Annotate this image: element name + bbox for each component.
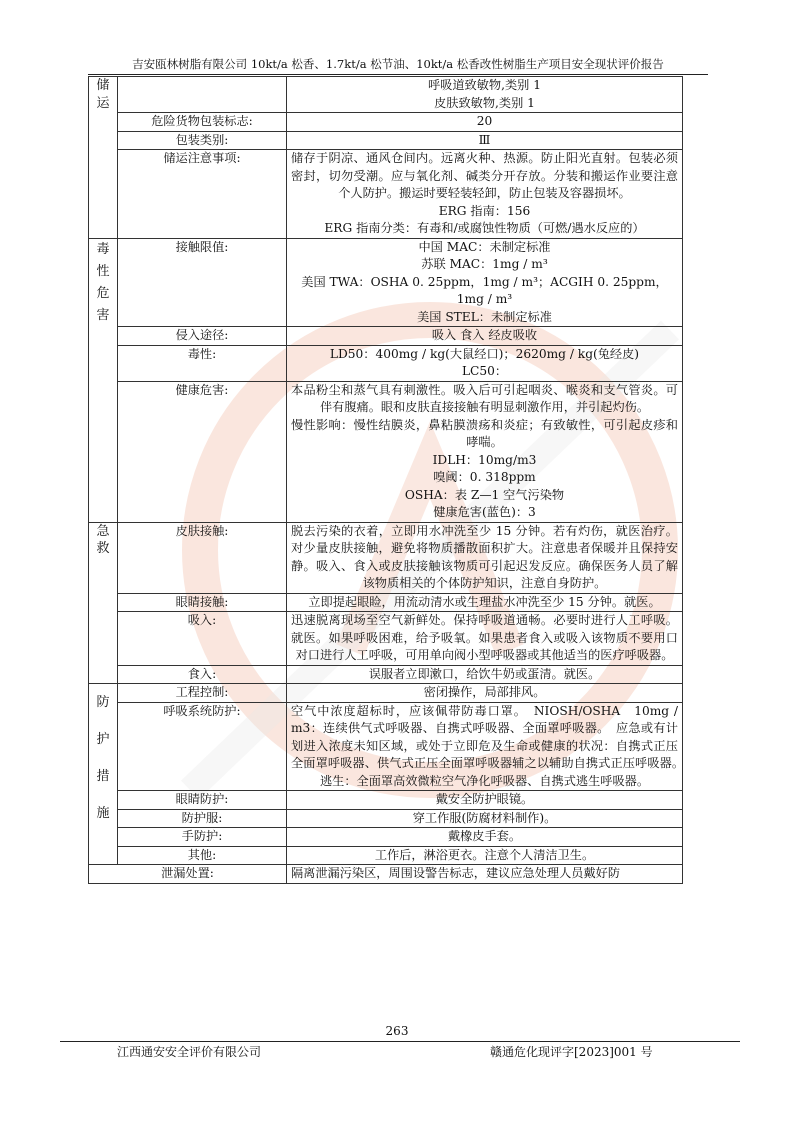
section-char: 毒 bbox=[96, 241, 110, 257]
health-line: OSHA：表 Z—1 空气污染物 bbox=[404, 487, 565, 502]
health-hazards bbox=[287, 381, 683, 522]
toxicity-label: 毒性: bbox=[118, 345, 287, 381]
table-row bbox=[89, 702, 683, 791]
other-protection-label: 其他: bbox=[118, 846, 287, 865]
section-char: 防 bbox=[96, 695, 110, 710]
spill-label: 泄漏处置: bbox=[89, 865, 287, 884]
lc50-line: LC50： bbox=[461, 364, 508, 378]
ld50-line: LD50：400mg / kg(大鼠经口)；2620mg / kg(兔经皮) bbox=[329, 346, 640, 361]
section-char: 运 bbox=[96, 95, 110, 111]
section-char: 救 bbox=[96, 541, 110, 556]
hazard-class-2: 皮肤致敏物,类别 1 bbox=[434, 95, 535, 110]
skin-contact-label: 皮肤接触: bbox=[118, 522, 287, 593]
spill-text: 隔离泄漏污染区，周围设警告标志，建议应急处理人员戴好防 bbox=[287, 865, 683, 884]
packing-class-value: Ⅲ bbox=[287, 131, 683, 150]
exposure-line: 中国 MAC：未制定标准 bbox=[418, 239, 551, 254]
footer-doc-code: 赣通危化现评字[2023]001 号 bbox=[490, 1045, 653, 1059]
section-char: 施 bbox=[96, 806, 110, 821]
health-line: 健康危害(蓝色)：3 bbox=[433, 505, 536, 519]
table-row bbox=[89, 381, 683, 522]
packing-mark-label: 危险货物包装标志: bbox=[118, 113, 287, 132]
packing-class-label: 包装类别: bbox=[118, 131, 287, 150]
body-protection-label: 防护服: bbox=[118, 809, 287, 828]
section-char: 储 bbox=[96, 78, 110, 93]
health-label: 健康危害: bbox=[118, 381, 287, 522]
storage-notes-label: 储运注意事项: bbox=[118, 150, 287, 239]
ingestion-text: 误服者立即漱口，给饮牛奶或蛋清。就医。 bbox=[287, 665, 683, 684]
packing-mark-value: 20 bbox=[287, 113, 683, 132]
table-row bbox=[89, 77, 683, 113]
section-char: 害 bbox=[96, 307, 110, 323]
exposure-line: 苏联 MAC：1mg / m³ bbox=[421, 257, 548, 271]
section-first-aid bbox=[89, 522, 118, 684]
hazard-classes bbox=[287, 77, 683, 113]
table-row bbox=[89, 327, 683, 346]
hand-protection-value: 戴橡皮手套。 bbox=[287, 828, 683, 847]
skin-contact-text: 脱去污染的衣着，立即用水冲洗至少 15 分钟。若有灼伤，就医治疗。对少量皮肤接触，避免将物质播散面积扩大。注意患者保暖并且保持安静。吸入、食入或皮肤接触该物质可引起迟发反应。确保医务人员了解该物质相关的个体防护知识，注意自身防护。 bbox=[287, 522, 683, 593]
engineering-control-label: 工程控制: bbox=[118, 684, 287, 703]
footer-divider bbox=[60, 1041, 740, 1042]
section-char: 急 bbox=[96, 523, 110, 539]
footer-company: 江西通安安全评价有限公司 bbox=[117, 1045, 262, 1059]
engineering-control-value: 密闭操作，局部排风。 bbox=[287, 684, 683, 703]
eye-protection-label: 眼睛防护: bbox=[118, 791, 287, 810]
table-row bbox=[89, 846, 683, 865]
table-row bbox=[89, 612, 683, 666]
table-row bbox=[89, 791, 683, 810]
erg-guide: ERG 指南：156 bbox=[438, 203, 531, 218]
section-char: 性 bbox=[96, 263, 110, 279]
section-toxicity bbox=[89, 238, 118, 522]
storage-notes-text: 储存于阴凉、通风仓间内。远离火种、热源。防止阳光直射。包装必须密封，切勿受潮。应与氧化剂、碱类分开存放。分装和搬运作业要注意个人防护。搬运时要轻装轻卸，防止包装及容器损坏。 bbox=[291, 151, 678, 200]
route-value: 吸入 食入 经皮吸收 bbox=[287, 327, 683, 346]
exposure-label: 接触限值: bbox=[118, 238, 287, 327]
page-header-title: 吉安瓯林树脂有限公司 10kt/a 松香、1.7kt/a 松节油、10kt/a 松香改性树脂生产项目安全现状评价报告 bbox=[132, 57, 664, 71]
section-protection bbox=[89, 684, 118, 865]
body-protection-value: 穿工作服(防腐材料制作)。 bbox=[287, 809, 683, 828]
eye-protection-value: 戴安全防护眼镜。 bbox=[287, 791, 683, 810]
eye-contact-text: 立即提起眼睑，用流动清水或生理盐水冲洗至少 15 分钟。就医。 bbox=[287, 593, 683, 612]
safety-data-table bbox=[88, 76, 691, 884]
page-number: 263 bbox=[385, 1024, 409, 1038]
empty-label bbox=[118, 77, 287, 113]
table-row bbox=[89, 150, 683, 239]
section-storage bbox=[89, 77, 118, 239]
exposure-limits bbox=[287, 238, 683, 327]
table-row bbox=[89, 238, 683, 327]
erg-class: ERG 指南分类：有毒和/或腐蚀性物质（可燃/遇水反应的） bbox=[324, 221, 645, 235]
respiratory-label: 呼吸系统防护: bbox=[118, 702, 287, 791]
table-row bbox=[89, 593, 683, 612]
inhalation-text: 迅速脱离现场至空气新鲜处。保持呼吸道通畅。必要时进行人工呼吸。就医。如果呼吸困难，给予吸氧。如果患者食入或吸入该物质不要用口对口进行人工呼吸，可用单向阀小型呼吸器或其他适当的医疗呼吸器。 bbox=[287, 612, 683, 666]
table-row bbox=[89, 809, 683, 828]
other-protection-value: 工作后，淋浴更衣。注意个人清洁卫生。 bbox=[287, 846, 683, 865]
section-char: 危 bbox=[96, 285, 110, 301]
hazard-class-1: 呼吸道致敏物,类别 1 bbox=[427, 78, 541, 92]
table-row bbox=[89, 131, 683, 150]
table-row bbox=[89, 345, 683, 381]
storage-notes bbox=[287, 150, 683, 239]
health-acute-text: 本品粉尘和蒸气具有刺激性。吸入后可引起咽炎、喉炎和支气管炎。可伴有腹痛。眼和皮肤直接接触有明显刺激作用，并引起灼伤。 bbox=[291, 382, 678, 414]
table-row bbox=[89, 665, 683, 684]
respiratory-text: 空气中浓度超标时，应该佩带防毒口罩。 NIOSH/OSHA 10mg / m3：连续供气式呼吸器、自携式呼吸器、全面罩呼吸器。 应急或有计划进入浓度未知区域，或处于立即危及生命或健康的状况：自携式正压全面罩呼吸器、供气式正压全面罩呼吸器辅之以辅助自携式正压呼吸器。 逃生：全面罩高效微粒空气净化呼吸器、自携式逃生呼吸器。 bbox=[287, 702, 683, 791]
table-row bbox=[89, 522, 683, 593]
exposure-line: 美国 STEL：未制定标准 bbox=[417, 309, 552, 324]
inhalation-label: 吸入: bbox=[118, 612, 287, 666]
toxicity-values bbox=[287, 345, 683, 381]
hand-protection-label: 手防护: bbox=[118, 828, 287, 847]
section-char: 护 bbox=[96, 732, 110, 747]
eye-contact-label: 眼睛接触: bbox=[118, 593, 287, 612]
table-row bbox=[89, 684, 683, 703]
ingestion-label: 食入: bbox=[118, 665, 287, 684]
table-row bbox=[89, 828, 683, 847]
table-row bbox=[89, 865, 683, 884]
health-line: IDLH：10mg/m3 bbox=[432, 452, 537, 467]
table-row bbox=[89, 113, 683, 132]
health-line: 嗅阈：0. 318ppm bbox=[433, 470, 536, 484]
exposure-line: 美国 TWA：OSHA 0. 25ppm，1mg / m³；ACGIH 0. 25ppm，1mg / m³ bbox=[301, 274, 668, 306]
section-char: 措 bbox=[96, 769, 110, 784]
route-label: 侵入途径: bbox=[118, 327, 287, 346]
header-divider bbox=[88, 74, 708, 75]
health-chronic-text: 慢性影响：慢性结膜炎，鼻粘膜溃疡和炎症；有致敏性，可引起皮疹和哮喘。 bbox=[291, 417, 678, 449]
